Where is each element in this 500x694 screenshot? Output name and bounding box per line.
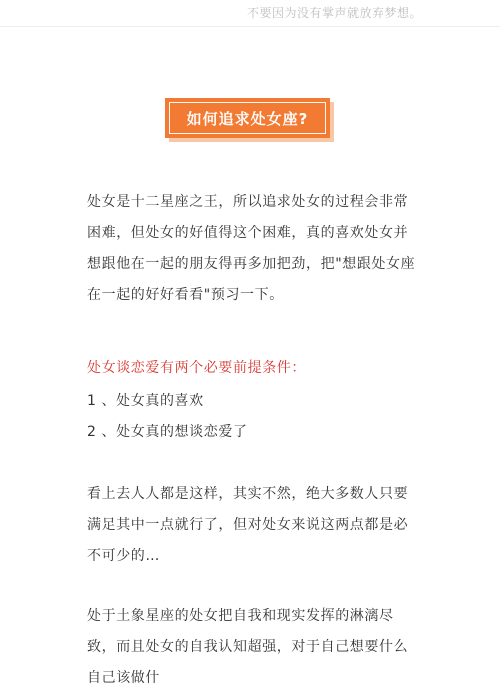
title-banner bbox=[165, 98, 335, 141]
article-title: 如何追求处女座? bbox=[186, 109, 309, 128]
list-item: 2 、处女真的想谈恋爱了 bbox=[87, 424, 248, 440]
intro-paragraph: 处女是十二星座之王，所以追求处女的过程会非常困难，但处女的好值得这个困难，真的喜欢处女并想跟他在一起的朋友得再多加把劲，把"想跟处女座在一起的好好看看"预习一下。 bbox=[87, 194, 416, 303]
second-paragraph: 看上去人人都是这样，其实不然，绝大多数人只要满足其中一点就行了，但对处女来说这两点都是必不可少的… bbox=[87, 486, 409, 564]
third-paragraph: 处于土象星座的处女把自我和现实发挥的淋漓尽致，而且处女的自我认知超强，对于自己想要什么自己该做什 bbox=[87, 608, 409, 686]
title-box bbox=[165, 98, 330, 138]
conditions-list bbox=[87, 386, 248, 448]
header-divider bbox=[0, 26, 500, 27]
header-quote: 不要因为没有掌声就放弃梦想。 bbox=[246, 6, 422, 20]
conditions-heading: 处女谈恋爱有两个必要前提条件： bbox=[87, 360, 306, 376]
list-item: 1 、处女真的喜欢 bbox=[87, 393, 204, 409]
